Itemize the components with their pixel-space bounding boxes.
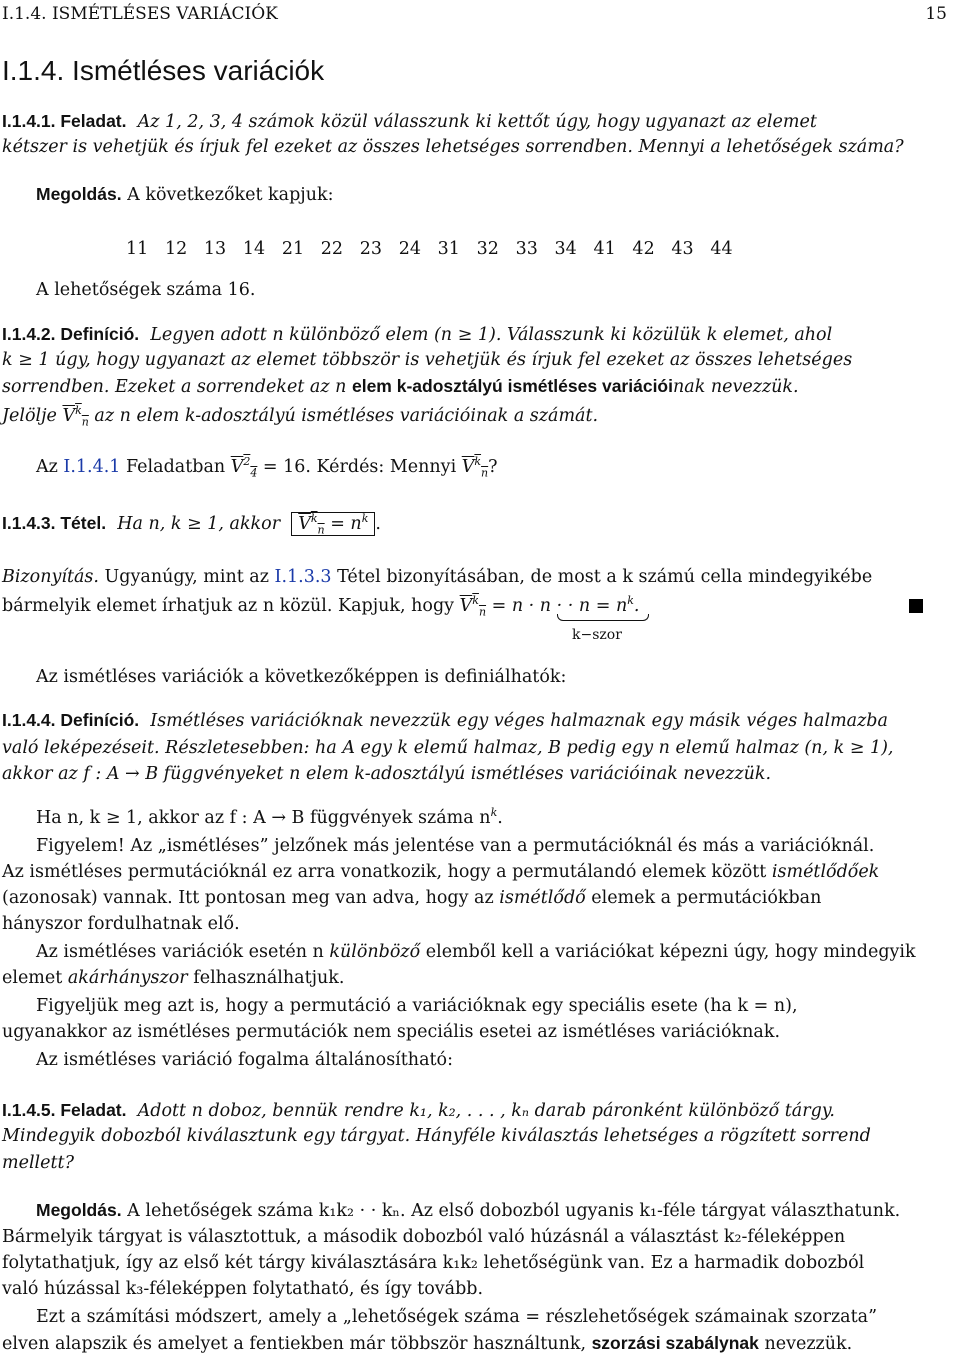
solution-1-text: A következőket kapjuk: — [127, 185, 334, 205]
proof-text-a: Ugyanúgy, mint az — [98, 567, 275, 587]
page-number: 15 — [925, 4, 947, 24]
running-title: I.1.4. ISMÉTLÉSES VARIÁCIÓK — [2, 4, 278, 24]
definition-1-term: elem k-adosztályú ismétléses variációi — [351, 376, 673, 396]
definition-1-text-3a: sorrendben. Ezeket a sorrendeket az n — [2, 377, 352, 397]
paragraph-generalize: Az ismétléses variáció fogalma általánosítható: — [36, 1050, 453, 1070]
paragraph-var-text-f: felhasználhatjuk. — [187, 968, 345, 988]
definition-2-line-2: való leképezéseit. Részletesebben: ha A egy k elemű halmaz, B pedig egy n elemű halmaz (n, k ≥ 1), — [2, 738, 894, 758]
paragraph-perm-line-1 — [2, 861, 960, 883]
exercise-2-line-3: mellett? — [2, 1153, 74, 1173]
solution-1-result: A lehetőségek száma 16. — [36, 280, 256, 300]
paragraph-perm-text-a: Az ismétléses permutációknál ez arra vonatkozik, hogy a permutálandó elemek között — [2, 862, 772, 882]
exercise-1-line-2: kétszer is vehetjük és írjuk fel ezeket az összes lehetséges sorrendben. Mennyi a lehetőségek száma? — [2, 137, 904, 157]
solution-2-line-5: Ezt a számítási módszert, amely a „lehetőségek száma = részlehetőségek számainak szorzata” — [36, 1307, 878, 1327]
exercise-2-text-1: Adott n doboz, bennük rendre k₁, k₂, . . . , kₙ darab páronként különböző tárgy. — [137, 1101, 835, 1121]
paragraph-perm-emph-1: ismétlődőek — [771, 862, 880, 882]
definition-1-text-4b: az n elem k-adosztályú ismétléses variációinak a számát. — [88, 406, 599, 426]
paragraph-var-emph-2: akárhányszor — [67, 968, 188, 988]
paragraph-special-line-2: ugyanakkor az ismétléses permutációk nem speciális esetei az ismétléses variációknak. — [2, 1022, 781, 1042]
definition-1-line-2: k ≥ 1 úgy, hogy ugyanazt az elemet többször is vehetjük és írjuk fel ezeket az összes lehetséges — [2, 350, 853, 370]
paragraph-perm-text-c: (azonosak) vannak. Itt pontosan meg van adva, hogy az — [2, 888, 500, 908]
proof-line-1 — [2, 566, 960, 588]
paragraph-perm-emph-2: ismétlődő — [499, 888, 586, 908]
solution-2-text-6c: nevezzük. — [758, 1334, 853, 1354]
solution-2-line-6 — [2, 1332, 960, 1355]
notation-v42: $V^2_4$ — [230, 455, 258, 480]
exercise-2-line-2: Mindegyik dobozból kiválasztunk egy tárgyat. Hányféle kiválasztás lehetséges a rögzített sorrend — [2, 1126, 871, 1146]
definition-1-text-3c: nak nevezzük. — [672, 377, 799, 397]
section-title: I.1.4. Ismétléses variációk — [2, 55, 325, 86]
paragraph-var-emph-1: különböző — [329, 942, 421, 962]
example-text-c: = 16. Kérdés: Mennyi — [257, 457, 462, 477]
paragraph-var-text-c: elemből kell a variációkat képezni úgy, hogy mindegyik — [420, 942, 916, 962]
paragraph-var-text-d: elemet — [2, 968, 68, 988]
notation-vnk-question: $V^k_n$ — [461, 455, 489, 480]
paragraph-function-count-text: Ha n, k ≥ 1, akkor az f : A → B függvények száma n — [36, 808, 491, 828]
exercise-link[interactable]: I.1.4.1 — [63, 457, 121, 477]
paragraph-var-line-1 — [36, 941, 960, 963]
solution-2-line-3: folytathatjuk, így az első két tárgy kiválasztására k₁k₂ lehetőségünk van. Ez a harmadik dobozból — [2, 1253, 865, 1273]
definition-1-label: I.1.4.2. Definíció. — [2, 324, 140, 344]
solution-2-label: Megoldás. — [36, 1200, 122, 1220]
definition-1-text-4a: Jelölje — [2, 406, 63, 426]
paragraph-var-line-2 — [2, 967, 960, 989]
theorem-formula: $V^k_n = n^k$ — [291, 512, 375, 536]
exercise-2-line-1 — [2, 1099, 960, 1122]
proof-formula: = n · n · · $n = n^k$. — [491, 594, 640, 616]
solution-2-text-6a: elven alapszik és amelyet a fentiekben már többször használtunk, — [2, 1334, 592, 1354]
paragraph-warning: Figyelem! Az „ismétléses” jelzőnek más jelentése van a permutációknál és más a variációknál. — [36, 836, 875, 856]
solution-2-term: szorzási szabálynak — [591, 1333, 759, 1353]
paragraph-var-text-a: Az ismétléses variációk esetén n — [36, 942, 330, 962]
exercise-1-text-1: Az 1, 2, 3, 4 számok közül válasszunk ki kettőt úgy, hogy ugyanazt az elemet — [137, 112, 817, 132]
alt-definition-intro: Az ismétléses variációk a következőképpen is definiálhatók: — [36, 667, 567, 687]
definition-1-line-1 — [2, 323, 960, 346]
solution-2-line-1 — [36, 1199, 960, 1222]
underbrace — [557, 614, 649, 621]
example-line — [36, 456, 960, 478]
example-text-a: Az — [36, 457, 64, 477]
example-text-b: Feladatban — [120, 457, 231, 477]
solution-2-line-2: Bármelyik tárgyat is választottuk, a második dobozból való húzásnál a választást k₂-féleképpen — [2, 1227, 846, 1247]
theorem-text: Ha n, k ≥ 1, akkor — [117, 514, 281, 534]
exercise-1-label: I.1.4.1. Feladat. — [2, 111, 127, 131]
paragraph-perm-text-e: elemek a permutációkban — [585, 888, 822, 908]
running-header — [2, 3, 947, 25]
paragraph-special-line-1: Figyeljük meg azt is, hogy a permutáció a variációknak egy speciális esete (ha k = n), — [36, 996, 798, 1016]
definition-2-line-1 — [2, 709, 960, 732]
notation-vnk: $V^k_n$ — [62, 404, 89, 429]
solution-2-line-4: való húzással k₃-féleképpen folytatható, és így tovább. — [2, 1279, 484, 1299]
theorem-link[interactable]: I.1.3.3 — [274, 567, 332, 587]
theorem-label: I.1.4.3. Tétel. — [2, 513, 107, 533]
solution-1-line — [36, 183, 960, 206]
definition-2-text-1: Ismétléses variációknak nevezzük egy véges halmaznak egy másik véges halmazba — [150, 711, 888, 731]
definition-1-line-3 — [2, 375, 960, 398]
proof-line-2 — [2, 595, 960, 617]
solution-2-text-1: A lehetőségek száma k₁k₂ · · kₙ. Az első dobozból ugyanis k₁-féle tárgyat választhatunk. — [121, 1201, 901, 1221]
definition-1-text-1: Legyen adott n különböző elem (n ≥ 1). Válasszunk ki közülük k elemet, ahol — [150, 325, 833, 345]
solution-1-label: Megoldás. — [36, 184, 122, 204]
proof-formula-v: $V^k_n$ — [459, 594, 487, 619]
definition-2-label: I.1.4.4. Definíció. — [2, 710, 140, 730]
paragraph-function-count: Ha n, k ≥ 1, akkor az f : A → B függvények száma $n^k$. — [36, 806, 503, 828]
definition-1-line-4 — [2, 405, 960, 427]
proof-label: Bizonyítás. — [2, 567, 99, 587]
qed-mark — [909, 599, 923, 613]
proof-text-b: Tétel bizonyításában, de most a k számú cella mindegyikébe — [331, 567, 873, 587]
definition-2-line-3: akkor az f : A → B függvényeket n elem k-adosztályú ismétléses variációinak nevezzük. — [2, 764, 772, 784]
paragraph-perm-line-2 — [2, 887, 960, 909]
exercise-1-line-1 — [2, 110, 948, 133]
example-text-d: ? — [488, 457, 498, 477]
paragraph-perm-line-3: hányszor fordulhatnak elő. — [2, 914, 240, 934]
exercise-2-label: I.1.4.5. Feladat. — [2, 1100, 127, 1120]
underbrace-label: k−szor — [572, 627, 622, 643]
proof-text-2: bármelyik elemet írhatjuk az n közül. Kapjuk, hogy — [2, 596, 455, 616]
theorem-line: I.1.4.3. Tétel. Ha n, k ≥ 1, akkor $V^k_n = n^k$ . — [2, 512, 381, 537]
pairs-list: 11 12 13 14 21 22 23 24 31 32 33 34 41 42 43 44 — [126, 239, 733, 259]
